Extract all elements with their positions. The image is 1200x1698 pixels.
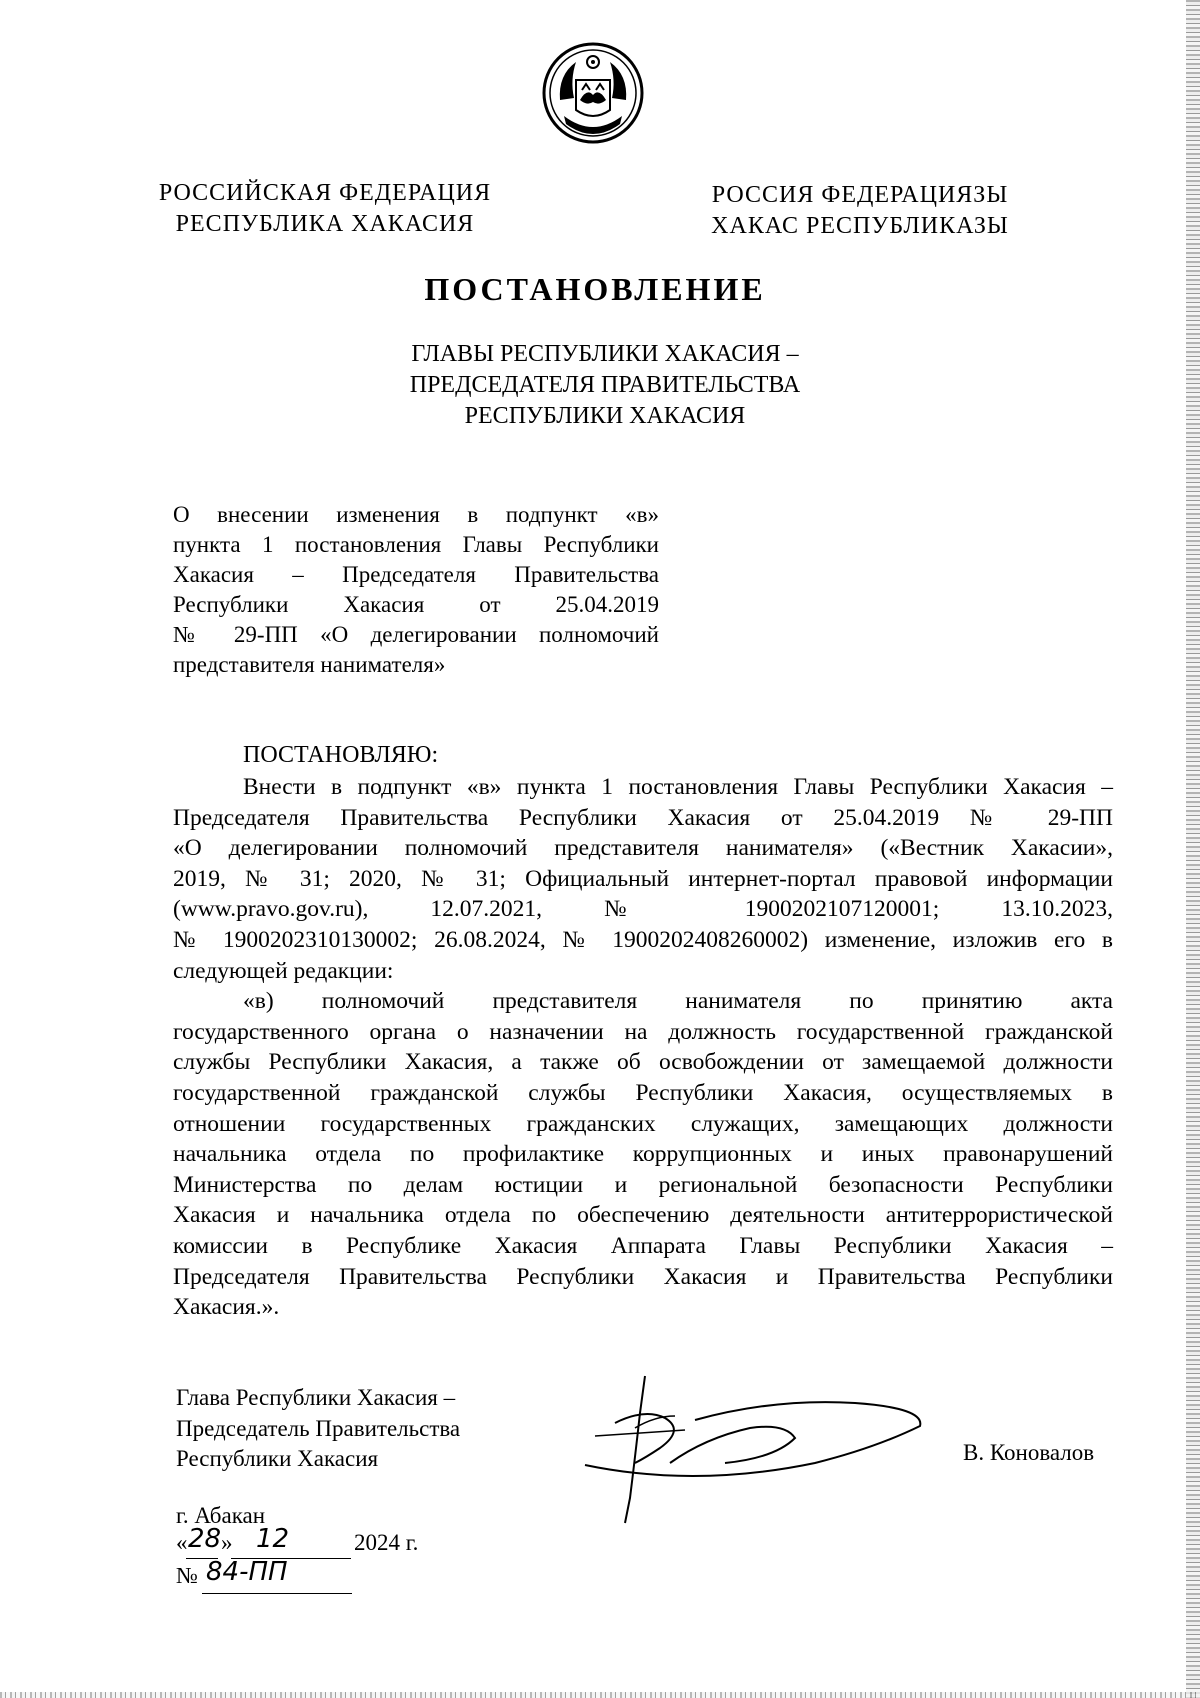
- header-right: [700, 180, 1020, 242]
- body-line: (www.pravo.gov.ru), 12.07.2021, № 1900202107120001; 13.10.2023,: [173, 896, 1113, 923]
- subject-line: пункта 1 постановления Главы Республики: [173, 532, 659, 557]
- subject-line: Республики Хакасия от 25.04.2019: [173, 592, 659, 617]
- header-left: [150, 178, 500, 240]
- body-line: Хакасия.».: [173, 1294, 280, 1321]
- body-line: Председателя Правительства Республики Хакасия от 25.04.2019 № 29-ПП: [173, 804, 1113, 831]
- issuer-line1: ГЛАВЫ РЕСПУБЛИКИ ХАКАСИЯ –: [411, 341, 799, 367]
- subject-line: № 29-ПП «О делегировании полномочий: [173, 622, 659, 647]
- body-line: Внести в подпункт «в» пункта 1 постановления Главы Республики Хакасия –: [243, 774, 1113, 800]
- subject-block: [173, 500, 659, 680]
- subject-line: Хакасия – Председателя Правительства: [173, 562, 659, 587]
- number-line: [176, 1557, 376, 1599]
- body-line: комиссии в Республике Хакасия Аппарата Главы Республики Хакасия –: [173, 1232, 1113, 1259]
- issuer-block: [340, 339, 870, 432]
- body-line: № 1900202310130002; 26.08.2024, № 1900202408260002) изменение, изложив его в: [173, 926, 1113, 953]
- body-line: государственной гражданской службы Республики Хакасия, осуществляемых в: [173, 1079, 1113, 1106]
- subject-line: представителя нанимателя»: [173, 652, 446, 677]
- body-line: Хакасия и начальника отдела по обеспечению деятельности антитеррористической: [173, 1202, 1113, 1229]
- header-left-line1: РОССИЙСКАЯ ФЕДЕРАЦИЯ: [158, 180, 492, 206]
- place-of-issue: г. Абакан: [176, 1503, 266, 1528]
- body-line: отношении государственных гражданских служащих, замещающих должности: [173, 1110, 1113, 1137]
- header-right-line1: РОССИЯ ФЕДЕРАЦИЯЗЫ: [711, 182, 1009, 208]
- date-month: 12: [256, 1524, 290, 1554]
- subject-line: О внесении изменения в подпункт «в»: [173, 502, 659, 527]
- scan-edge-right: [1186, 0, 1200, 1698]
- header-right-line2: ХАКАС РЕСПУБЛИКАЗЫ: [711, 213, 1009, 239]
- issuer-line3: РЕСПУБЛИКИ ХАКАСИЯ: [464, 403, 746, 429]
- body-line: государственного органа о назначении на должность государственной гражданской: [173, 1018, 1113, 1045]
- body-line: Председателя Правительства Республики Хакасия и Правительства Республики: [173, 1263, 1113, 1290]
- header-left-line2: РЕСПУБЛИКА ХАКАСИЯ: [175, 211, 475, 237]
- handwritten-signature: [575, 1368, 935, 1528]
- body-line: начальника отдела по профилактике коррупционных и иных правонарушений: [173, 1141, 1113, 1168]
- date-open-quote: «: [176, 1530, 188, 1555]
- signatory-name: В. Коновалов: [963, 1440, 1095, 1465]
- signatory-line3: Республики Хакасия: [176, 1446, 379, 1471]
- decree-body: [173, 772, 1113, 1323]
- signatory-position: [176, 1383, 536, 1475]
- body-line: Министерства по делам юстиции и региональной безопасности Республики: [173, 1171, 1113, 1198]
- body-line: 2019, № 31; 2020, № 31; Официальный интернет-портал правовой информации: [173, 865, 1113, 892]
- coat-of-arms-icon: [540, 40, 646, 146]
- date-year: 2024 г.: [354, 1530, 419, 1555]
- date-close-quote: »: [221, 1530, 233, 1555]
- number-value: 84-ПП: [206, 1557, 288, 1587]
- body-line: «О делегировании полномочий представителя нанимателя» («Вестник Хакасии»,: [173, 835, 1113, 862]
- signatory-line1: Глава Республики Хакасия –: [176, 1385, 456, 1410]
- decree-label: ПОСТАНОВЛЯЮ:: [243, 742, 439, 768]
- body-line: «в) полномочий представителя нанимателя по принятию акта: [243, 988, 1113, 1015]
- body-line: службы Республики Хакасия, а также об освобождении от замещаемой должности: [173, 1049, 1113, 1076]
- date-day: 28: [188, 1524, 222, 1554]
- number-prefix: №: [176, 1563, 198, 1588]
- number-underline: [202, 1593, 352, 1594]
- body-line: следующей редакции:: [173, 957, 394, 984]
- issuer-line2: ПРЕДСЕДАТЕЛЯ ПРАВИТЕЛЬСТВА: [409, 372, 801, 398]
- document-title: ПОСТАНОВЛЕНИЕ: [424, 271, 766, 307]
- scan-edge-bottom: [0, 1692, 1200, 1698]
- signatory-line2: Председатель Правительства: [176, 1415, 461, 1441]
